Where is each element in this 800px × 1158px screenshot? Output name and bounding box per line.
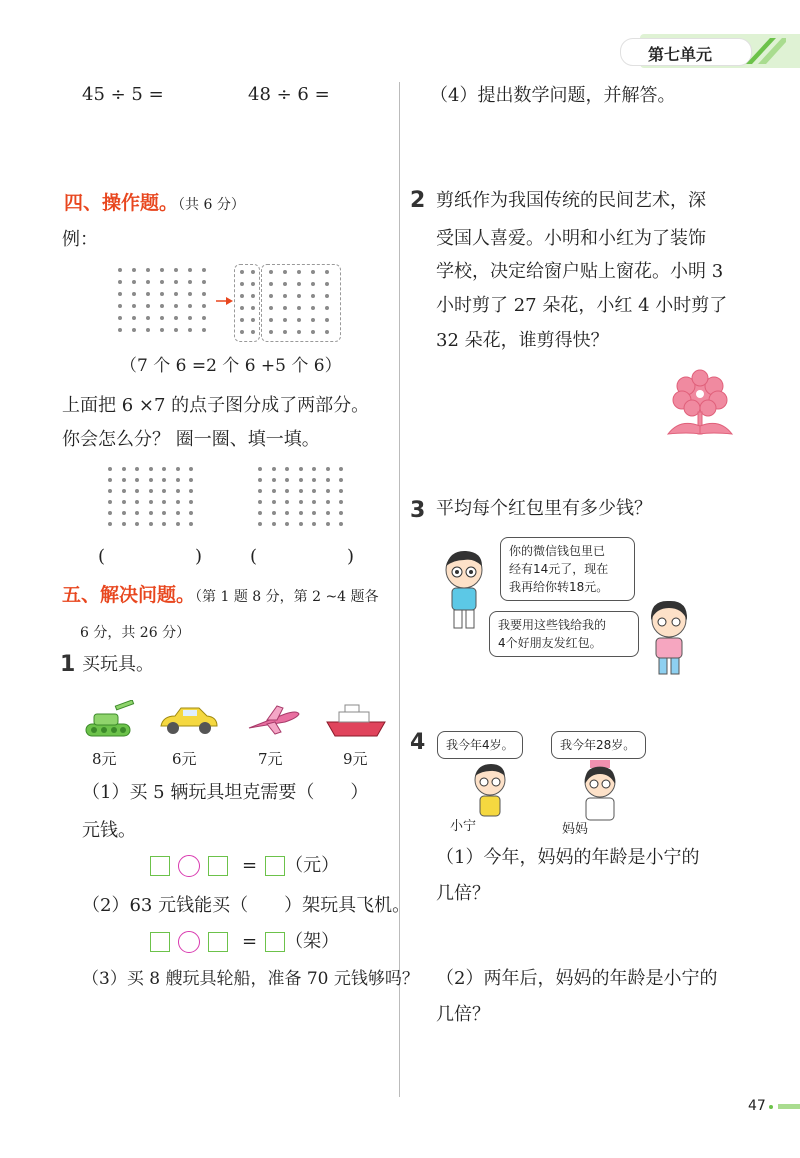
subquestion-text: （2）63 元钱能买（ ）架玩具飞机。	[82, 895, 411, 916]
grid-dot	[269, 330, 273, 334]
bubble-line: 4个好朋友发红包。	[498, 636, 602, 650]
equals-sign: =	[242, 855, 258, 876]
girl-character-icon	[646, 598, 692, 678]
grid-dot	[162, 478, 166, 482]
calc-problem: 45 ÷ 5 =	[82, 84, 164, 105]
grid-dot	[118, 316, 122, 320]
grid-dot	[299, 467, 303, 471]
grid-dot	[339, 489, 343, 493]
grid-dot	[189, 467, 193, 471]
grid-dot	[325, 282, 329, 286]
column-divider	[399, 82, 400, 1097]
unit-title: 第七单元	[648, 45, 713, 64]
grid-dot	[258, 522, 262, 526]
instruction-line: 上面把 6 ×7 的点子图分成了两部分。	[62, 395, 370, 416]
question-number: 1	[60, 652, 76, 677]
grid-dot	[251, 318, 255, 322]
section4-heading	[64, 194, 245, 213]
dot-grid-task-1[interactable]	[108, 467, 203, 533]
bubble-line: 我再给你转18元。	[509, 580, 609, 594]
grid-dot	[189, 511, 193, 515]
grid-dot	[122, 500, 126, 504]
grid-dot	[258, 489, 262, 493]
grid-dot	[283, 294, 287, 298]
grid-dot	[202, 316, 206, 320]
grid-dot	[202, 292, 206, 296]
dot-grid-task-2[interactable]	[258, 467, 353, 533]
grid-dot	[108, 478, 112, 482]
grid-dot	[160, 316, 164, 320]
grid-dot	[149, 522, 153, 526]
speech-bubble	[500, 537, 635, 601]
example-dot-figure	[118, 268, 338, 348]
grid-dot	[122, 511, 126, 515]
grid-dot	[311, 282, 315, 286]
grid-dot	[189, 500, 193, 504]
grid-dot	[135, 467, 139, 471]
arrow-icon	[216, 296, 234, 306]
character-name: 小宁	[450, 819, 477, 834]
grid-dot	[118, 268, 122, 272]
grid-dot	[146, 292, 150, 296]
unit-label: （架）	[285, 931, 340, 952]
grid-dot	[176, 467, 180, 471]
dot-grid	[240, 270, 262, 342]
grid-dot	[174, 316, 178, 320]
grid-dot	[108, 522, 112, 526]
grid-dot	[312, 500, 316, 504]
grid-dot	[132, 292, 136, 296]
grid-dot	[299, 489, 303, 493]
grid-dot	[285, 467, 289, 471]
grid-dot	[272, 467, 276, 471]
character-name: 妈妈	[562, 822, 589, 837]
grid-dot	[240, 282, 244, 286]
grid-dot	[272, 511, 276, 515]
section4-score: （共 6 分）	[178, 197, 245, 213]
grid-dot	[132, 328, 136, 332]
grid-dot	[135, 522, 139, 526]
equation-row	[150, 931, 339, 953]
grid-dot	[311, 318, 315, 322]
grid-dot	[258, 500, 262, 504]
grid-dot	[325, 330, 329, 334]
grid-dot	[122, 489, 126, 493]
operator-circle[interactable]	[178, 931, 200, 953]
section5-score: （第 1 题 8 分，第 2 ~4 题各	[195, 589, 379, 605]
grid-dot	[160, 328, 164, 332]
grid-dot	[299, 522, 303, 526]
grid-dot	[162, 467, 166, 471]
grid-dot	[258, 478, 262, 482]
grid-dot	[269, 282, 273, 286]
grid-dot	[297, 306, 301, 310]
grid-dot	[240, 330, 244, 334]
grid-dot	[251, 306, 255, 310]
grid-dot	[251, 270, 255, 274]
subquestion-text: 几倍？	[436, 1004, 490, 1025]
toy-ship-icon	[325, 702, 387, 738]
grid-dot	[149, 511, 153, 515]
speech-bubble: 我今年28岁。	[551, 731, 646, 759]
grid-dot	[339, 478, 343, 482]
subquestion-text: 元钱。	[82, 820, 136, 841]
grid-dot	[311, 330, 315, 334]
calc-problem: 48 ÷ 6 =	[248, 84, 330, 105]
grid-dot	[311, 306, 315, 310]
grid-dot	[146, 328, 150, 332]
price-label: 8元	[92, 750, 117, 768]
grid-dot	[160, 268, 164, 272]
grid-dot	[135, 489, 139, 493]
grid-dot	[326, 489, 330, 493]
toy-tank-icon	[80, 700, 136, 740]
grid-dot	[108, 511, 112, 515]
grid-dot	[108, 467, 112, 471]
answer-box[interactable]	[265, 932, 285, 952]
grid-dot	[122, 467, 126, 471]
grid-dot	[189, 478, 193, 482]
grid-dot	[272, 478, 276, 482]
grid-dot	[149, 489, 153, 493]
grid-dot	[118, 328, 122, 332]
grid-dot	[312, 489, 316, 493]
speech-bubble	[489, 611, 639, 657]
grid-dot	[283, 282, 287, 286]
grid-dot	[325, 318, 329, 322]
grid-dot	[174, 328, 178, 332]
subquestion-text: （4）提出数学问题，并解答。	[430, 85, 676, 106]
grid-dot	[132, 268, 136, 272]
question-number: 3	[410, 498, 426, 523]
unit-label: （元）	[285, 855, 340, 876]
operator-circle[interactable]	[178, 855, 200, 877]
grid-dot	[160, 304, 164, 308]
grid-dot	[269, 306, 273, 310]
grid-dot	[162, 511, 166, 515]
grid-dot	[202, 280, 206, 284]
grid-dot	[311, 294, 315, 298]
question-line: 32 朵花，谁剪得快？	[436, 330, 609, 351]
grid-dot	[251, 294, 255, 298]
grid-dot	[146, 304, 150, 308]
answer-blank[interactable]: ( )	[98, 546, 203, 567]
grid-dot	[176, 522, 180, 526]
grid-dot	[176, 511, 180, 515]
grid-dot	[188, 268, 192, 272]
grid-dot	[251, 282, 255, 286]
grid-dot	[311, 270, 315, 274]
toy-car-icon	[157, 704, 219, 738]
grid-dot	[174, 268, 178, 272]
instruction-line: 你会怎么分？ 圈一圈、填一填。	[62, 429, 320, 450]
grid-dot	[132, 280, 136, 284]
grid-dot	[188, 280, 192, 284]
grid-dot	[174, 304, 178, 308]
bubble-line: 经有14元了，现在	[509, 562, 609, 576]
equals-sign: =	[242, 931, 258, 952]
grid-dot	[297, 330, 301, 334]
price-label: 9元	[343, 750, 368, 768]
answer-box[interactable]	[150, 856, 170, 876]
grid-dot	[339, 500, 343, 504]
grid-dot	[312, 511, 316, 515]
grid-dot	[240, 294, 244, 298]
question-number: 2	[410, 188, 426, 213]
page-number: 47	[748, 1098, 766, 1114]
grid-dot	[189, 522, 193, 526]
grid-dot	[325, 306, 329, 310]
grid-dot	[122, 522, 126, 526]
grid-dot	[162, 522, 166, 526]
speech-bubble: 我今年4岁。	[437, 731, 523, 759]
answer-box[interactable]	[265, 856, 285, 876]
boy-xiaoning-icon	[470, 762, 510, 820]
grid-dot	[162, 500, 166, 504]
equation-row	[150, 855, 339, 877]
subquestion-text: （1）今年，妈妈的年龄是小宁的	[436, 847, 700, 868]
grid-dot	[240, 306, 244, 310]
bubble-line: 我要用这些钱给我的	[498, 618, 607, 632]
grid-dot	[285, 511, 289, 515]
question-line: 小时剪了 27 朵花，小红 4 小时剪了	[436, 295, 728, 316]
grid-dot	[176, 478, 180, 482]
grid-dot	[326, 522, 330, 526]
grid-dot	[189, 489, 193, 493]
grid-dot	[174, 280, 178, 284]
unit-header-tab	[610, 34, 800, 68]
grid-dot	[272, 500, 276, 504]
grid-dot	[135, 478, 139, 482]
grid-dot	[312, 522, 316, 526]
grid-dot	[135, 500, 139, 504]
grid-dot	[240, 270, 244, 274]
subquestion-text: （3）买 8 艘玩具轮船，准备 70 元钱够吗？	[82, 969, 419, 989]
grid-dot	[258, 511, 262, 515]
grid-dot	[283, 330, 287, 334]
grid-dot	[297, 282, 301, 286]
grid-dot	[202, 268, 206, 272]
section5-score-cont: 6 分，共 26 分）	[80, 625, 191, 641]
boy-character-icon	[440, 548, 490, 634]
grid-dot	[297, 318, 301, 322]
grid-dot	[339, 511, 343, 515]
grid-dot	[149, 500, 153, 504]
grid-dot	[118, 304, 122, 308]
grid-dot	[135, 511, 139, 515]
grid-dot	[160, 292, 164, 296]
grid-dot	[283, 306, 287, 310]
question-line: 剪纸作为我国传统的民间艺术，深	[436, 190, 706, 211]
answer-box[interactable]	[208, 856, 228, 876]
example-formula: （7 个 6 =2 个 6 +5 个 6）	[120, 356, 342, 376]
grid-dot	[174, 292, 178, 296]
grid-dot	[146, 268, 150, 272]
grid-dot	[339, 467, 343, 471]
grid-dot	[149, 467, 153, 471]
grid-dot	[188, 292, 192, 296]
grid-dot	[122, 478, 126, 482]
price-label: 7元	[258, 750, 283, 768]
grid-dot	[326, 478, 330, 482]
grid-dot	[251, 330, 255, 334]
grid-dot	[108, 489, 112, 493]
grid-dot	[176, 500, 180, 504]
grid-dot	[325, 294, 329, 298]
grid-dot	[118, 292, 122, 296]
grid-dot	[325, 270, 329, 274]
grid-dot	[272, 522, 276, 526]
grid-dot	[326, 511, 330, 515]
grid-dot	[188, 316, 192, 320]
subquestion-text: 几倍？	[436, 883, 490, 904]
grid-dot	[269, 318, 273, 322]
mother-icon	[578, 760, 622, 822]
grid-dot	[146, 316, 150, 320]
dot-grid	[269, 270, 339, 342]
subquestion-text: （1）买 5 辆玩具坦克需要（ ）	[82, 782, 369, 803]
subquestion-text: （2）两年后，妈妈的年龄是小宁的	[436, 968, 718, 989]
grid-dot	[285, 500, 289, 504]
grid-dot	[283, 270, 287, 274]
grid-dot	[132, 316, 136, 320]
example-label: 例：	[62, 229, 98, 250]
paper-cut-flower-icon	[660, 368, 740, 440]
grid-dot	[240, 318, 244, 322]
grid-dot	[285, 489, 289, 493]
grid-dot	[339, 522, 343, 526]
grid-dot	[269, 294, 273, 298]
answer-box[interactable]	[150, 932, 170, 952]
grid-dot	[285, 522, 289, 526]
price-label: 6元	[172, 750, 197, 768]
grid-dot	[162, 489, 166, 493]
question-text: 买玩具。	[82, 654, 154, 675]
grid-dot	[118, 280, 122, 284]
grid-dot	[299, 500, 303, 504]
grid-dot	[283, 318, 287, 322]
grid-dot	[299, 511, 303, 515]
grid-dot	[108, 500, 112, 504]
grid-dot	[326, 500, 330, 504]
grid-dot	[326, 467, 330, 471]
question-line: 学校，决定给窗户贴上窗花。小明 3	[436, 261, 724, 282]
question-number: 4	[410, 730, 426, 755]
grid-dot	[176, 489, 180, 493]
section4-title: 四、操作题。	[64, 192, 179, 214]
grid-dot	[272, 489, 276, 493]
question-line: 受国人喜爱。小明和小红为了装饰	[436, 228, 706, 249]
grid-dot	[149, 478, 153, 482]
grid-dot	[146, 280, 150, 284]
grid-dot	[269, 270, 273, 274]
grid-dot	[258, 467, 262, 471]
grid-dot	[312, 467, 316, 471]
grid-dot	[188, 328, 192, 332]
grid-dot	[202, 304, 206, 308]
question-text: 平均每个红包里有多少钱？	[436, 498, 652, 519]
page-dot	[769, 1105, 773, 1109]
section5-title: 五、解决问题。	[62, 584, 196, 606]
stripe-decoration-icon	[742, 36, 786, 66]
grid-dot	[202, 328, 206, 332]
grid-dot	[188, 304, 192, 308]
section5-heading	[62, 586, 379, 605]
grid-dot	[299, 478, 303, 482]
grid-dot	[312, 478, 316, 482]
answer-box[interactable]	[208, 932, 228, 952]
grid-dot	[285, 478, 289, 482]
grid-dot	[297, 294, 301, 298]
answer-blank[interactable]: ( )	[250, 546, 355, 567]
grid-dot	[132, 304, 136, 308]
bubble-line: 你的微信钱包里已	[509, 544, 606, 558]
footer-bar	[778, 1104, 800, 1109]
toy-airplane-icon	[245, 702, 301, 738]
dot-grid	[118, 268, 216, 340]
grid-dot	[297, 270, 301, 274]
grid-dot	[160, 280, 164, 284]
